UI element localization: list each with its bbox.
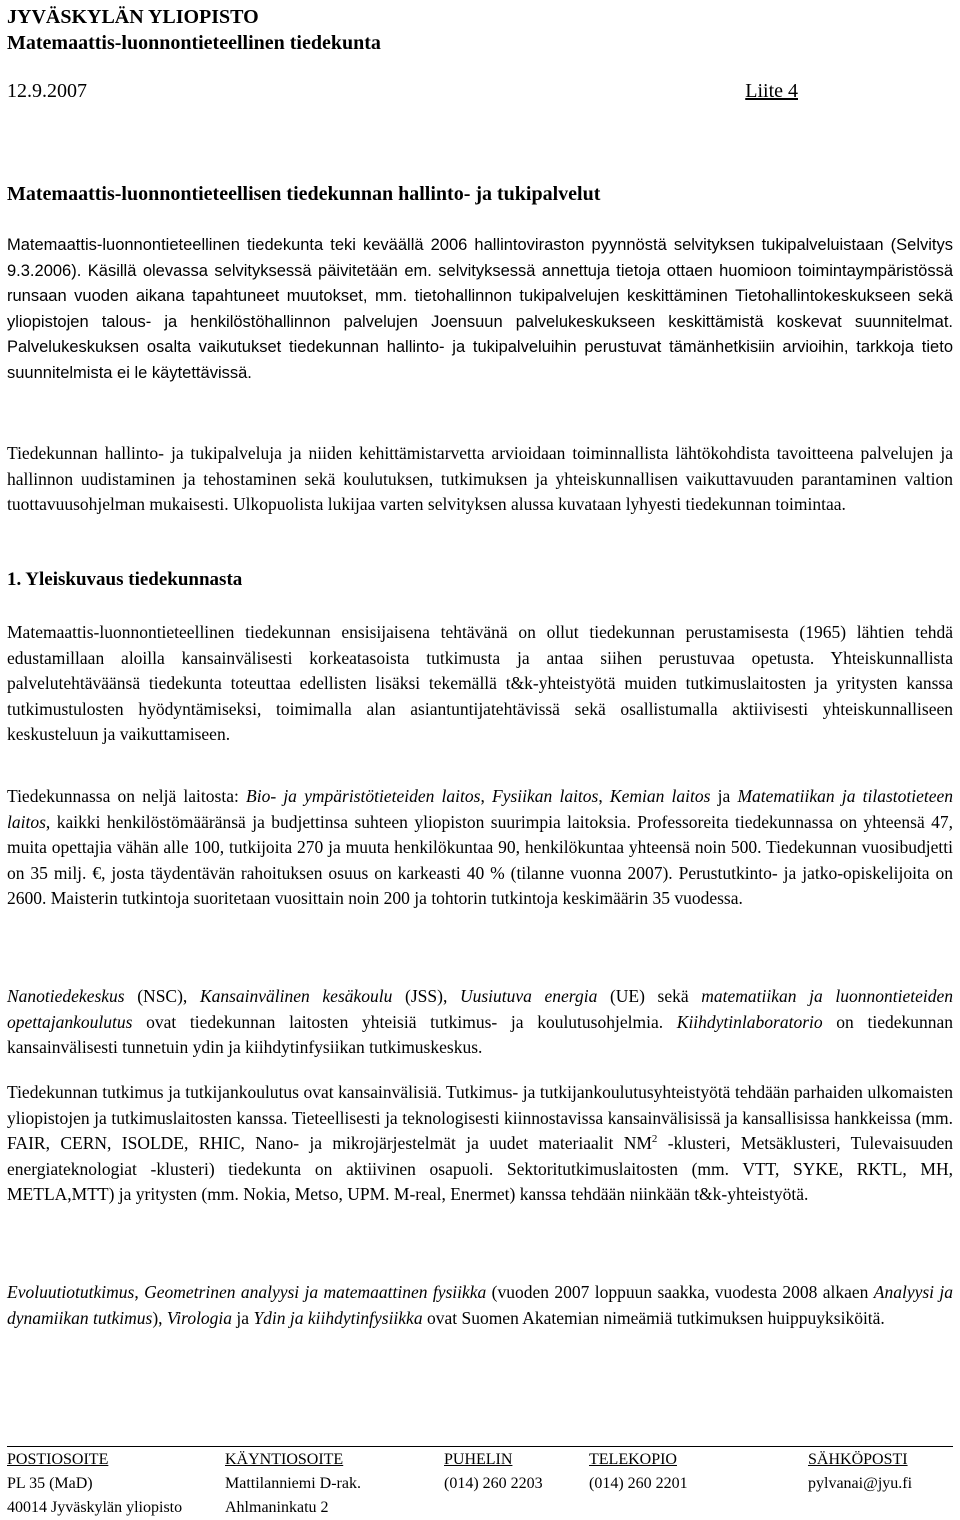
- email-link[interactable]: pylvanai@jyu.fi: [808, 1475, 913, 1492]
- footer-phone: [444, 1448, 543, 1496]
- programme-name: Kansainvälinen kesäkoulu: [199, 986, 393, 1006]
- footer-visiting-address: [225, 1448, 361, 1520]
- text-run: (vuoden 2007 loppuun saakka, vuodesta 2008 alkaen: [486, 1282, 874, 1302]
- text-run: ,: [598, 786, 610, 806]
- footer-line: (014) 260 2201: [589, 1475, 688, 1492]
- document-title: Matemaattis-luonnontieteellisen tiedekunnan hallinto- ja tukipalvelut: [7, 183, 601, 205]
- text-run: ovat Suomen Akatemian nimeämiä tutkimuksen huippuyksiköitä.: [422, 1307, 885, 1328]
- unit-name: Virologia: [166, 1307, 233, 1328]
- research-paragraph: [7, 1080, 953, 1208]
- footer-line: Ahlmaninkatu 2: [225, 1499, 329, 1516]
- footer-email: [808, 1448, 912, 1496]
- unit-name: Geometrinen analyysi ja matemaattinen fysiikka: [144, 1282, 487, 1302]
- text-run: ),: [152, 1307, 167, 1328]
- footer-line: (014) 260 2203: [444, 1475, 543, 1492]
- text-run: ,: [480, 786, 493, 806]
- department-name: Fysiikan laitos: [492, 786, 599, 806]
- document-date: 12.9.2007: [7, 80, 87, 102]
- footer-heading: PUHELIN: [444, 1451, 513, 1468]
- intro-paragraph: Matemaattis-luonnontieteellinen tiedekunta teki keväällä 2006 hallintoviraston pyynnöstä selvityksen tukipalveluistaan (Selvitys 9.3.2006). Käsillä olevassa selvityksessä päivitetään em. selvityksessä annettuja tietoja ottaen huomioon toimintaympäristössä runsaan vuoden aikana tapahtuneet muutokset, mm. tietohallinnon tukipalvelujen keskittäminen Tietohallintokeskukseen sekä yliopistojen talous- ja henkilöstöhallinnon palvelujen Joensuun palvelukeskukseen keskittämistä koskevat suunnitelmat. Palvelukeskuksen osalta vaikutukset tiedekunnan hallinto- ja tukipalveluihin perustuvat tämänhetkisiin arvioihin, tarkkoja tieto suunnitelmista ei le käytettävissä.: [7, 236, 953, 382]
- text-run: Tiedekunnan tutkimus ja tutkijankoulutus ovat kansainvälisiä. Tutkimus- ja tutkijankoulutusyhteistyötä tehdään parhaiden ulkomaisten yliopistojen ja tutkimuslaitosten kanssa. Tieteellisesti ja teknologisesti kiinnostavissa kansainvälisissä ja kansallisissa hankkeissa (mm. FAIR, CERN, ISOLDE, RHIC, Nano- ja mikrojärjestelmät ja uudet materiaalit NM: [7, 1082, 953, 1153]
- programme-name: Uusiutuva energia: [459, 986, 598, 1006]
- text-run: (JSS),: [392, 986, 460, 1006]
- section-heading: 1. Yleiskuvaus tiedekunnasta: [7, 569, 243, 590]
- department-name: Kemian laitos: [609, 786, 711, 806]
- unit-name: Analyysi ja dynamiikan tutkimus: [7, 1282, 953, 1328]
- footer-line: PL 35 (MaD): [7, 1475, 93, 1492]
- programme-name: matematiikan ja luonnontieteiden opettajankoulutus: [7, 986, 954, 1032]
- text-run: on tiedekunnan kansainvälisesti tunnetuin ydin ja kiihdytinfysiikan tutkimuskeskus.: [7, 1011, 953, 1057]
- text-run: ja: [710, 786, 738, 806]
- footer-heading: POSTIOSOITE: [7, 1451, 109, 1468]
- footer-fax: [589, 1448, 688, 1496]
- attachment-label: Liite 4: [745, 80, 798, 102]
- text-run: (UE) sekä: [597, 986, 702, 1006]
- text-run: Tiedekunnassa on neljä laitosta:: [7, 786, 247, 806]
- programme-name: Nanotiedekeskus: [7, 986, 125, 1006]
- overview-paragraph: Matemaattis-luonnontieteellinen tiedekunnan ensisijaisena tehtävänä on ollut tiedekunnan perustamisesta (1965) lähtien tehdä edustamillaan aloilla kansainvälisesti korkeatasoista tutkimusta ja antaa siihen perustuvaa opetusta. Yhteiskunnallista palvelutehtäväänsä tiedekunta toteuttaa edellisten lisäksi tekemällä t&k-yhteistyötä muiden tutkimuslaitosten ja yritysten kanssa tutkimustulosten hyödyntämiseksi, toimimalla alan asiantuntijatehtävissä sekä osallistumalla aktiivisesti yhteiskunnalliseen keskusteluun ja vaikuttamiseen.: [7, 622, 953, 744]
- department-name: Matematiikan ja tilastotieteen laitos: [7, 786, 954, 832]
- text-run: (NSC),: [124, 986, 200, 1006]
- text-run: ja: [232, 1307, 254, 1328]
- superscript: 2: [651, 1133, 658, 1146]
- text-run: ,: [134, 1282, 145, 1302]
- unit-name: Ydin ja kiihdytinfysiikka: [253, 1307, 423, 1328]
- text-run: -klusteri, Metsäklusteri, Tulevaisuuden energiateknologiat -klusteri) tiedekunta on aktiivinen osapuoli. Sektoritutkimuslaitosten (mm. VTT, SYKE, RKTL, MH, METLA,MTT) ja yritysten (mm. Nokia, Metso, UPM. M-real, Enermet) kanssa tehdään niinkään t&k-yhteistyötä.: [7, 1133, 953, 1204]
- programmes-paragraph: [7, 984, 953, 1061]
- text-run: , kaikki henkilöstömääränsä ja budjettinsa suhteen yliopiston suurimpia laitoksia. Professoreita tiedekunnassa on yhteensä 47, muita opettajia vähän alle 100, tutkijoita 270 ja muuta henkilökuntaa 90, henkilökuntaa yhteensä noin 500. Tiedekunnan vuosibudjetti on 35 milj. €, josta täydentävän rahoituksen osuus on karkeasti 40 % (tilanne vuonna 2007). Perustutkinto- ja jatko-opiskelijoita on 2600. Maisterin tutkintoja suoritetaan vuosittain noin 200 ja tohtorin tutkintoja keskimäärin 35 vuodessa.: [7, 811, 953, 908]
- footer-postal-address: [7, 1448, 182, 1520]
- footer-heading: SÄHKÖPOSTI: [808, 1451, 908, 1468]
- excellence-paragraph: [7, 1280, 953, 1331]
- footer-heading: TELEKOPIO: [589, 1451, 677, 1468]
- footer-divider: [7, 1446, 953, 1447]
- text-run: ovat tiedekunnan laitosten yhteisiä tutkimus- ja koulutusohjelmia.: [132, 1011, 677, 1032]
- faculty-name: Matemaattis-luonnontieteellinen tiedekunta: [7, 32, 381, 54]
- intro-paragraph-2: Tiedekunnan hallinto- ja tukipalveluja ja niiden kehittämistarvetta arvioidaan toiminnallista lähtökohdista tavoitteena palvelujen ja hallinnon uudistaminen ja tehostaminen sekä koulutuksen, tutkimuksen ja yhteiskunnallisen vaikuttavuuden parantaminen valtion tuottavuusohjelman mukaisesti. Ulkopuolista lukijaa varten selvityksen alussa kuvataan lyhyesti tiedekunnan toimintaa.: [7, 443, 953, 514]
- programme-name: Kiihdytinlaboratorio: [676, 1011, 823, 1032]
- footer-line: 40014 Jyväskylän yliopisto: [7, 1499, 183, 1516]
- footer-heading: KÄYNTIOSOITE: [225, 1451, 344, 1468]
- unit-name: Evoluutiotutkimus: [7, 1282, 135, 1302]
- university-name: JYVÄSKYLÄN YLIOPISTO: [7, 6, 259, 28]
- department-name: Bio- ja ympäristötieteiden laitos: [246, 786, 481, 806]
- departments-paragraph: [7, 784, 953, 912]
- footer-line: Mattilanniemi D-rak.: [225, 1475, 361, 1492]
